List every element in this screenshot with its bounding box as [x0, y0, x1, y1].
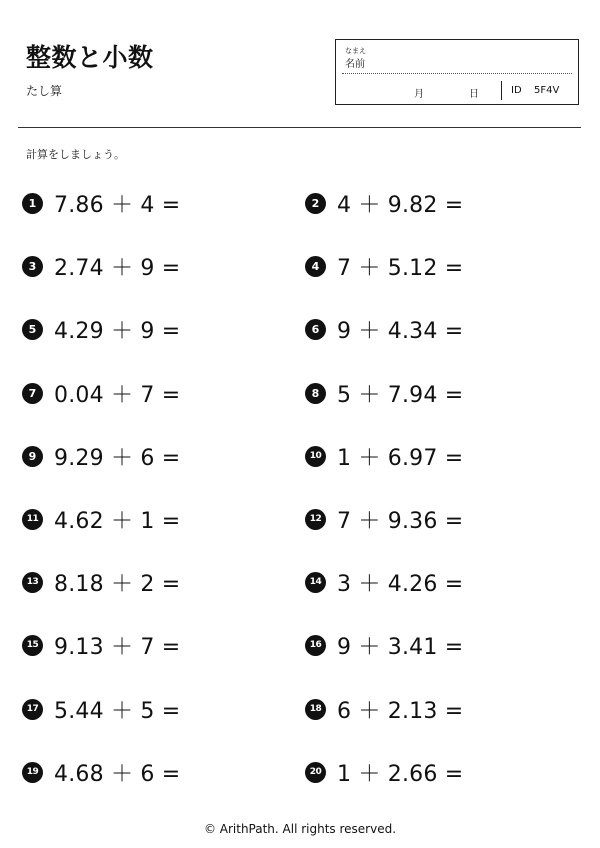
problem-expression: 7 ＋ 9.36 = [337, 508, 464, 534]
problem-item [22, 378, 180, 408]
problem-number-badge: 19 [22, 762, 43, 783]
problem-item [22, 630, 180, 660]
problem-number-badge: 2 [305, 193, 326, 214]
problem-expression: 4.62 ＋ 1 = [54, 508, 181, 534]
problem-expression: 9.13 ＋ 7 = [54, 634, 181, 660]
problem-number-badge: 18 [305, 699, 326, 720]
problem-expression: 9.29 ＋ 6 = [54, 445, 181, 471]
problem-item [22, 441, 180, 471]
problem-item [305, 378, 463, 408]
problem-expression: 5.44 ＋ 5 = [54, 698, 181, 724]
problem-item [305, 251, 463, 281]
name-dotted-line [342, 73, 572, 74]
problem-number-badge: 5 [22, 319, 43, 340]
header-divider [18, 127, 581, 128]
problem-number-badge: 9 [22, 446, 43, 467]
instruction: 計算をしましょう。 [26, 148, 125, 161]
problem-item [305, 441, 463, 471]
problem-expression: 3 ＋ 4.26 = [337, 571, 464, 597]
name-label: 名前 [345, 59, 365, 70]
problem-expression: 7 ＋ 5.12 = [337, 255, 464, 281]
problem-item [22, 757, 180, 787]
problem-expression: 1 ＋ 6.97 = [337, 445, 464, 471]
id-label: ID [511, 85, 522, 96]
problem-expression: 6 ＋ 2.13 = [337, 698, 464, 724]
problem-expression: 7.86 ＋ 4 = [54, 192, 181, 218]
problem-item [305, 567, 463, 597]
page-title: 整数と小数 [26, 43, 154, 72]
problem-item [305, 188, 463, 218]
problem-number-badge: 6 [305, 319, 326, 340]
id-value: 5F4V [534, 85, 560, 96]
problem-expression: 4 ＋ 9.82 = [337, 192, 464, 218]
problem-number-badge: 20 [305, 762, 326, 783]
problem-number-badge: 10 [305, 446, 326, 467]
problem-number-badge: 16 [305, 635, 326, 656]
problem-number-badge: 17 [22, 699, 43, 720]
problem-expression: 2.74 ＋ 9 = [54, 255, 181, 281]
problem-expression: 1 ＋ 2.66 = [337, 761, 464, 787]
id-separator [501, 81, 502, 100]
problem-expression: 8.18 ＋ 2 = [54, 571, 181, 597]
problem-item [305, 757, 463, 787]
problem-item [305, 314, 463, 344]
problem-item [22, 694, 180, 724]
problem-item [22, 567, 180, 597]
problem-item [305, 630, 463, 660]
page-subtitle: たし算 [26, 84, 63, 98]
problem-item [22, 314, 180, 344]
problem-number-badge: 4 [305, 256, 326, 277]
problem-number-badge: 12 [305, 509, 326, 530]
problem-item [22, 504, 180, 534]
problem-number-badge: 15 [22, 635, 43, 656]
problem-item [305, 694, 463, 724]
problem-item [22, 251, 180, 281]
problem-number-badge: 8 [305, 383, 326, 404]
copyright-footer: © ArithPath. All rights reserved. [203, 822, 397, 836]
problem-expression: 0.04 ＋ 7 = [54, 382, 181, 408]
problem-item [305, 504, 463, 534]
problem-number-badge: 13 [22, 572, 43, 593]
problem-expression: 4.68 ＋ 6 = [54, 761, 181, 787]
problem-number-badge: 1 [22, 193, 43, 214]
problem-expression: 5 ＋ 7.94 = [337, 382, 464, 408]
name-furigana: なまえ [345, 47, 366, 55]
problem-expression: 9 ＋ 3.41 = [337, 634, 464, 660]
problem-item [22, 188, 180, 218]
problem-number-badge: 7 [22, 383, 43, 404]
problem-expression: 4.29 ＋ 9 = [54, 318, 181, 344]
day-label: 日 [469, 89, 479, 100]
month-label: 月 [414, 89, 424, 100]
problem-expression: 9 ＋ 4.34 = [337, 318, 464, 344]
problem-number-badge: 11 [22, 509, 43, 530]
problem-number-badge: 14 [305, 572, 326, 593]
name-box [335, 39, 579, 105]
problem-number-badge: 3 [22, 256, 43, 277]
